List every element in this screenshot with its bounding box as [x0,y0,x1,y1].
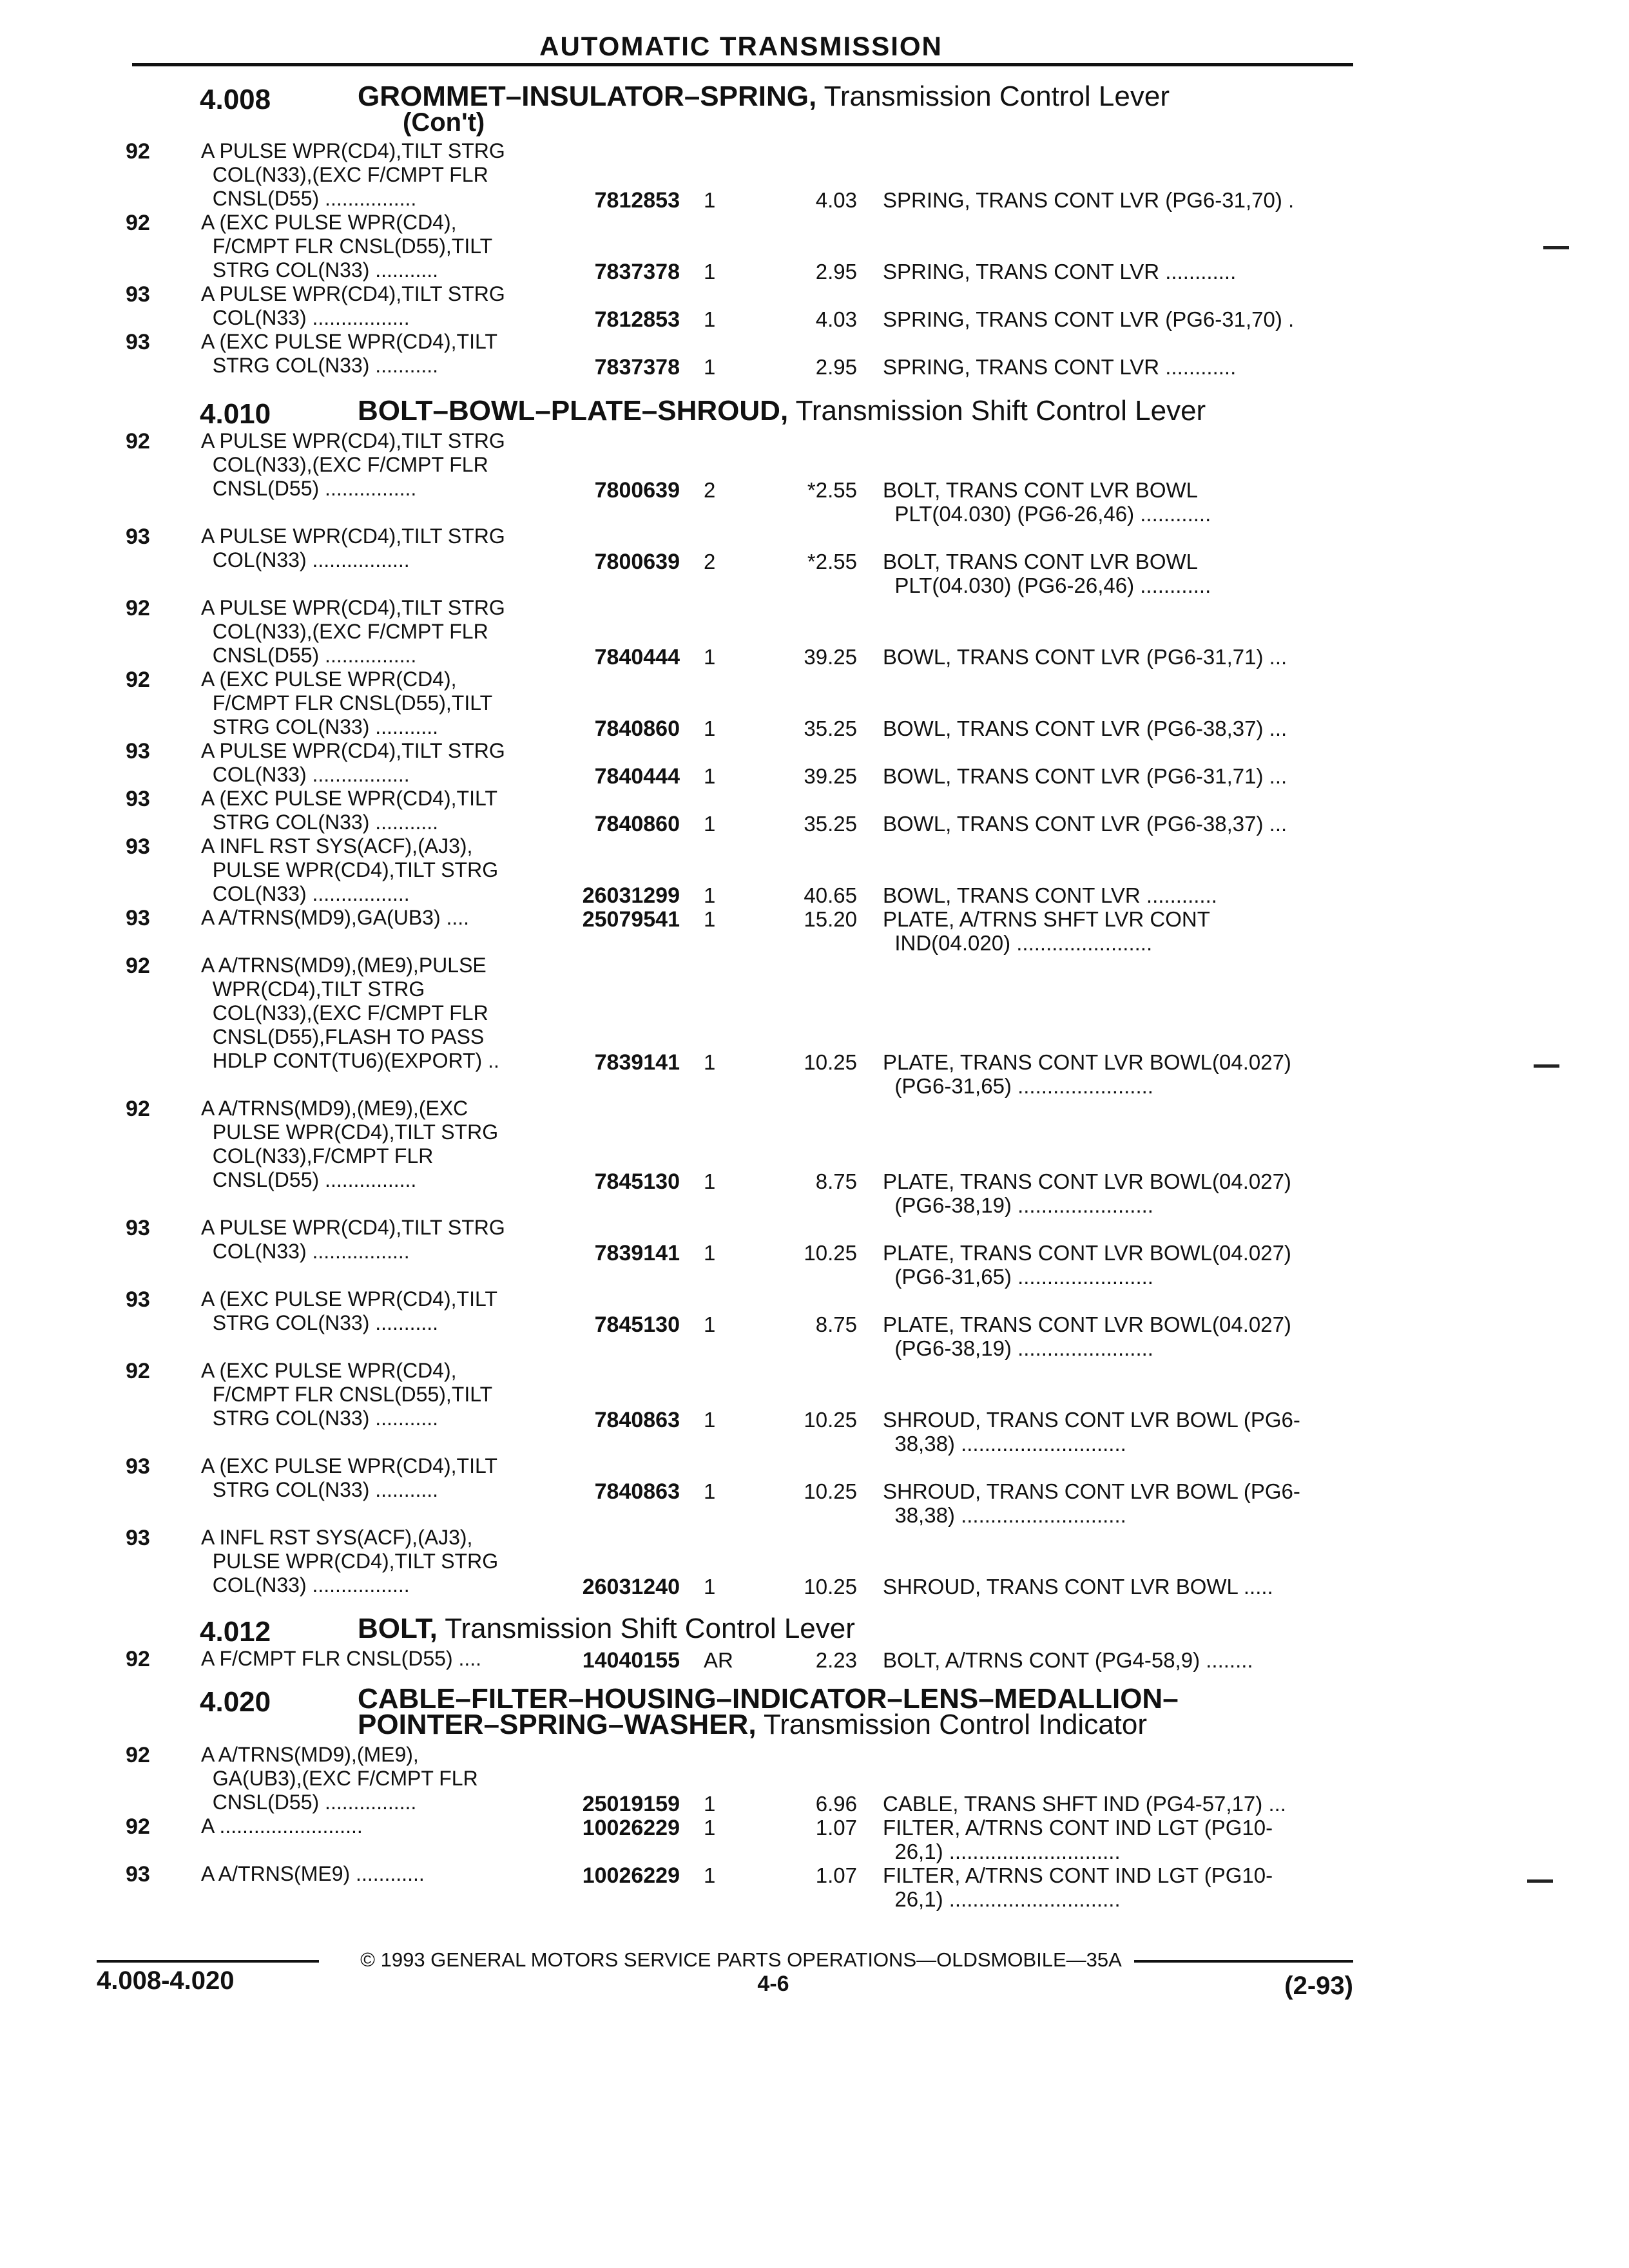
part-description: PLATE, TRANS CONT LVR BOWL(04.027) (PG6-31,65) ....................... [883,1241,1291,1289]
section-number: 4.008 [200,84,271,115]
price: 6.96 [815,1792,857,1816]
margin-mark [1527,1879,1553,1883]
part-description: SPRING, TRANS CONT LVR ............ [883,260,1237,284]
model-year: 93 [126,1287,150,1312]
quantity: 1 [704,307,716,331]
quantity: 1 [704,1792,716,1816]
application-text: A PULSE WPR(CD4),TILT STRG COL(N33) ................. [201,1216,505,1263]
application-text: A F/CMPT FLR CNSL(D55) .... [201,1647,482,1670]
part-number: 14040155 [582,1648,680,1673]
part-number: 7845130 [594,1312,680,1337]
application-text: A PULSE WPR(CD4),TILT STRG COL(N33) ................. [201,739,505,786]
application-text: A (EXC PULSE WPR(CD4), F/CMPT FLR CNSL(D55),TILT STRG COL(N33) ........... [201,1359,493,1430]
model-year: 92 [126,668,150,692]
part-description: BOWL, TRANS CONT LVR (PG6-38,37) ... [883,716,1287,740]
application-text: A INFL RST SYS(ACF),(AJ3), PULSE WPR(CD4),TILT STRG COL(N33) ................. [201,834,499,905]
application-text: A ......................... [201,1814,363,1838]
application-text: A (EXC PULSE WPR(CD4), F/CMPT FLR CNSL(D55),TILT STRG COL(N33) ........... [201,211,493,282]
price: 8.75 [815,1169,857,1193]
section-description: Transmission Control Lever [816,81,1170,112]
part-description: FILTER, A/TRNS CONT IND LGT (PG10- 26,1) ............................. [883,1816,1273,1863]
revision-date: (2-93) [1284,1972,1353,2000]
price: 1.07 [815,1816,857,1840]
model-year: 93 [126,1454,150,1479]
price: 15.20 [804,907,857,931]
part-number: 7840444 [594,645,680,669]
part-number: 10026229 [582,1816,680,1840]
price: 35.25 [804,812,857,836]
part-number: 7845130 [594,1169,680,1194]
section-title [358,395,1206,427]
quantity: 1 [704,1241,716,1265]
application-text: A INFL RST SYS(ACF),(AJ3), PULSE WPR(CD4),TILT STRG COL(N33) ................. [201,1526,499,1597]
part-number: 7812853 [594,188,680,213]
section-description: Transmission Shift Control Lever [788,395,1206,427]
quantity: 1 [704,1863,716,1887]
price: 10.25 [804,1479,857,1503]
model-year: 92 [126,596,150,620]
price: 2.95 [815,260,857,284]
part-description: BOWL, TRANS CONT LVR (PG6-31,71) ... [883,764,1287,788]
copyright-text: © 1993 GENERAL MOTORS SERVICE PARTS OPERATIONS—OLDSMOBILE—35A [360,1948,1122,1971]
model-year: 92 [126,1743,150,1767]
part-description: BOLT, A/TRNS CONT (PG4-58,9) ........ [883,1648,1253,1672]
application-text: A PULSE WPR(CD4),TILT STRG COL(N33) ................. [201,524,505,572]
part-number: 26031240 [582,1575,680,1599]
price: 10.25 [804,1241,857,1265]
model-year: 93 [126,787,150,811]
margin-mark [1543,246,1569,249]
price: 4.03 [815,307,857,331]
footer-rule-left [97,1960,319,1963]
quantity: 1 [704,1312,716,1336]
part-number: 7839141 [594,1050,680,1075]
model-year: 92 [126,1097,150,1121]
price: 35.25 [804,716,857,740]
model-year: 92 [126,954,150,978]
price: 39.25 [804,764,857,788]
part-number: 7840863 [594,1408,680,1432]
part-description: PLATE, TRANS CONT LVR BOWL(04.027) (PG6-31,65) ....................... [883,1050,1291,1098]
model-year: 93 [126,1526,150,1550]
part-description: SHROUD, TRANS CONT LVR BOWL (PG6- 38,38) ............................ [883,1479,1300,1527]
part-description: SHROUD, TRANS CONT LVR BOWL ..... [883,1575,1273,1599]
quantity: 1 [704,1575,716,1599]
quantity: 1 [704,883,716,907]
price: 10.25 [804,1408,857,1432]
section-description: Transmission Control Indicator [756,1709,1148,1740]
application-text: A (EXC PULSE WPR(CD4),TILT STRG COL(N33) ........... [201,330,497,377]
section-range: 4.008-4.020 [97,1966,235,1995]
quantity: 1 [704,1050,716,1074]
part-number: 7840860 [594,812,680,836]
part-number: 7837378 [594,260,680,284]
quantity: 1 [704,812,716,836]
price: 2.95 [815,355,857,379]
quantity: 1 [704,1169,716,1193]
quantity: 2 [704,550,716,573]
section-title [358,1613,855,1644]
application-text: A PULSE WPR(CD4),TILT STRG COL(N33),(EXC F/CMPT FLR CNSL(D55) ................ [201,429,505,500]
section-name: CABLE–FILTER–HOUSING–INDICATOR–LENS–MEDALLION– POINTER–SPRING–WASHER, [358,1683,1179,1740]
application-text: A A/TRNS(MD9),(ME9),(EXC PULSE WPR(CD4),TILT STRG COL(N33),F/CMPT FLR CNSL(D55) ................ [201,1097,499,1191]
application-text: A PULSE WPR(CD4),TILT STRG COL(N33),(EXC F/CMPT FLR CNSL(D55) ................ [201,139,505,210]
part-number: 7840860 [594,716,680,741]
section-number: 4.012 [200,1616,271,1648]
model-year: 93 [126,1862,150,1887]
price: *2.55 [807,478,857,502]
quantity: 1 [704,907,716,931]
section-name: BOLT–BOWL–PLATE–SHROUD, [358,395,789,427]
part-description: PLATE, TRANS CONT LVR BOWL(04.027) (PG6-38,19) ....................... [883,1312,1291,1360]
model-year: 93 [126,739,150,764]
application-text: A A/TRNS(ME9) ............ [201,1862,425,1885]
part-description: BOWL, TRANS CONT LVR (PG6-38,37) ... [883,812,1287,836]
price: 10.25 [804,1575,857,1599]
part-number: 7800639 [594,550,680,574]
application-text: A A/TRNS(MD9),(ME9),PULSE WPR(CD4),TILT STRG COL(N33),(EXC F/CMPT FLR CNSL(D55),FLASH TO PASS HDLP CONT(TU6)(EXPORT) .. [201,954,499,1072]
section-title [358,81,1170,112]
section-description: Transmission Shift Control Lever [437,1613,855,1644]
model-year: 93 [126,834,150,859]
price: 2.23 [815,1648,857,1672]
quantity: 1 [704,1479,716,1503]
part-description: BOLT, TRANS CONT LVR BOWL PLT(04.030) (PG6-26,46) ............ [883,478,1211,526]
part-description: SHROUD, TRANS CONT LVR BOWL (PG6- 38,38) ............................ [883,1408,1300,1456]
part-number: 25019159 [582,1792,680,1816]
part-description: SPRING, TRANS CONT LVR ............ [883,355,1237,379]
margin-mark [1534,1064,1559,1068]
part-number: 26031299 [582,883,680,908]
application-text: A (EXC PULSE WPR(CD4),TILT STRG COL(N33) ........... [201,1454,497,1501]
part-description: CABLE, TRANS SHFT IND (PG4-57,17) ... [883,1792,1286,1816]
model-year: 92 [126,211,150,235]
quantity: 1 [704,355,716,379]
section-number: 4.020 [200,1686,271,1718]
model-year: 93 [126,1216,150,1240]
model-year: 92 [126,1359,150,1383]
application-text: A PULSE WPR(CD4),TILT STRG COL(N33) ................. [201,282,505,329]
model-year: 93 [126,330,150,354]
model-year: 92 [126,429,150,454]
model-year: 93 [126,282,150,307]
application-text: A (EXC PULSE WPR(CD4),TILT STRG COL(N33) ........... [201,1287,497,1334]
quantity: 1 [704,188,716,212]
application-text: A A/TRNS(MD9),(ME9), GA(UB3),(EXC F/CMPT FLR CNSL(D55) ................ [201,1743,478,1814]
price: 1.07 [815,1863,857,1887]
part-description: BOWL, TRANS CONT LVR (PG6-31,71) ... [883,645,1287,669]
application-text: A (EXC PULSE WPR(CD4), F/CMPT FLR CNSL(D55),TILT STRG COL(N33) ........... [201,668,493,738]
model-year: 93 [126,906,150,930]
quantity: 1 [704,260,716,284]
quantity: 1 [704,645,716,669]
quantity: AR [704,1648,733,1672]
part-description: BOWL, TRANS CONT LVR ............ [883,883,1217,907]
footer-rule-right [1134,1960,1353,1963]
quantity: 2 [704,478,716,502]
page-number: 4-6 [757,1972,789,1996]
quantity: 1 [704,1408,716,1432]
part-number: 7837378 [594,355,680,380]
part-number: 10026229 [582,1863,680,1888]
part-number: 25079541 [582,907,680,932]
model-year: 92 [126,139,150,164]
part-number: 7812853 [594,307,680,332]
section-name: BOLT, [358,1613,438,1644]
price: 4.03 [815,188,857,212]
price: *2.55 [807,550,857,573]
quantity: 1 [704,716,716,740]
continued-label: (Con't) [403,108,485,137]
model-year: 92 [126,1647,150,1671]
price: 39.25 [804,645,857,669]
part-number: 7839141 [594,1241,680,1265]
section-name: GROMMET–INSULATOR–SPRING, [358,81,817,112]
part-description: PLATE, TRANS CONT LVR BOWL(04.027) (PG6-38,19) ....................... [883,1169,1291,1217]
quantity: 1 [704,1816,716,1840]
section-number: 4.010 [200,398,271,430]
model-year: 93 [126,524,150,549]
part-description: BOLT, TRANS CONT LVR BOWL PLT(04.030) (PG6-26,46) ............ [883,550,1211,597]
application-text: A A/TRNS(MD9),GA(UB3) .... [201,906,470,929]
model-year: 92 [126,1814,150,1839]
price: 10.25 [804,1050,857,1074]
part-description: SPRING, TRANS CONT LVR (PG6-31,70) . [883,307,1295,331]
application-text: A PULSE WPR(CD4),TILT STRG COL(N33),(EXC F/CMPT FLR CNSL(D55) ................ [201,596,505,667]
part-number: 7800639 [594,478,680,503]
section-title [358,1683,1179,1740]
part-description: PLATE, A/TRNS SHFT LVR CONT IND(04.020) ....................... [883,907,1210,955]
quantity: 1 [704,764,716,788]
price: 40.65 [804,883,857,907]
application-text: A (EXC PULSE WPR(CD4),TILT STRG COL(N33) ........... [201,787,497,834]
price: 8.75 [815,1312,857,1336]
part-description: SPRING, TRANS CONT LVR (PG6-31,70) . [883,188,1295,212]
page-title: AUTOMATIC TRANSMISSION [539,31,943,61]
part-number: 7840863 [594,1479,680,1504]
part-number: 7840444 [594,764,680,789]
part-description: FILTER, A/TRNS CONT IND LGT (PG10- 26,1) ............................. [883,1863,1273,1911]
